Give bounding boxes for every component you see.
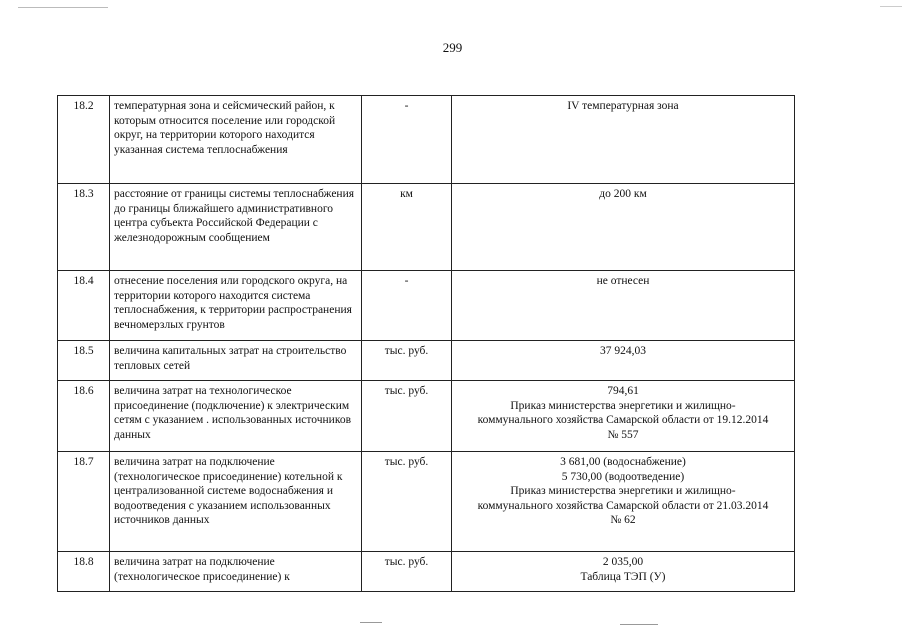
value-line: 3 681,00 (водоснабжение) — [560, 456, 686, 468]
row-number: 18.5 — [58, 341, 110, 381]
row-number: 18.2 — [58, 96, 110, 184]
value-line: коммунального хозяйства Самарской области от 21.03.2014 — [477, 499, 769, 512]
row-description: величина капитальных затрат на строительство тепловых сетей — [110, 341, 362, 381]
value-line: 5 730,00 (водоотведение) — [561, 470, 685, 483]
value-line: IV температурная зона — [567, 100, 679, 112]
row-value — [452, 452, 795, 552]
row-value — [452, 271, 795, 341]
table-row — [58, 341, 795, 381]
value-line: коммунального хозяйства Самарской области от 19.12.2014 — [477, 414, 769, 426]
table-row — [58, 381, 795, 452]
row-unit: км — [362, 184, 452, 271]
scan-mark — [620, 624, 658, 625]
row-value — [452, 552, 795, 592]
row-number: 18.3 — [58, 184, 110, 271]
value-line: 37 924,03 — [600, 345, 646, 357]
value-line: Приказ министерства энергетики и жилищно- — [510, 485, 736, 497]
table-row — [58, 271, 795, 341]
value-line: Таблица ТЭП (У) — [580, 570, 666, 583]
row-description: температурная зона и сейсмический район, к которым относится поселение или городской округ, на территории которого находится указанная система теплоснабжения — [110, 96, 362, 184]
row-description: величина затрат на подключение (технологическое присоединение) котельной к централизованной системе водоснабжения и водоотведения с указанием использованных источников данных — [110, 452, 362, 552]
row-description: величина затрат на технологическое присоединение (подключение) к электрическим сетям с указанием . использованных источников данных — [110, 381, 362, 452]
row-value — [452, 184, 795, 271]
row-unit: - — [362, 271, 452, 341]
row-unit: тыс. руб. — [362, 452, 452, 552]
parameters-table — [57, 95, 795, 592]
row-unit: тыс. руб. — [362, 381, 452, 452]
row-number: 18.6 — [58, 381, 110, 452]
scan-mark — [18, 7, 108, 8]
value-line: не отнесен — [596, 275, 650, 287]
row-value — [452, 341, 795, 381]
table-row — [58, 452, 795, 552]
row-number: 18.8 — [58, 552, 110, 592]
row-description: отнесение поселения или городского округа, на территории которого находится система теплоснабжения, к территории распространения вечномерзлых грунтов — [110, 271, 362, 341]
value-line: № 62 — [610, 514, 636, 526]
page-number: 299 — [442, 40, 463, 55]
scan-mark — [880, 6, 902, 7]
row-description: расстояние от границы системы теплоснабжения до границы ближайшего административного центра субъекта Российской Федерации с железнодорожным сообщением — [110, 184, 362, 271]
table-row — [58, 552, 795, 592]
row-number: 18.4 — [58, 271, 110, 341]
row-unit: тыс. руб. — [362, 552, 452, 592]
row-unit: тыс. руб. — [362, 341, 452, 381]
table-row — [58, 184, 795, 271]
row-description: величина затрат на подключение (технологическое присоединение) к — [110, 552, 362, 592]
row-unit: - — [362, 96, 452, 184]
row-number: 18.7 — [58, 452, 110, 552]
value-line: 794,61 — [607, 385, 639, 397]
table-row — [58, 96, 795, 184]
row-value — [452, 96, 795, 184]
scan-mark — [360, 622, 382, 623]
value-line: 2 035,00 — [602, 556, 644, 568]
row-value — [452, 381, 795, 452]
value-line: № 557 — [607, 428, 639, 441]
value-line: до 200 км — [599, 188, 647, 200]
value-line: Приказ министерства энергетики и жилищно- — [510, 399, 736, 412]
